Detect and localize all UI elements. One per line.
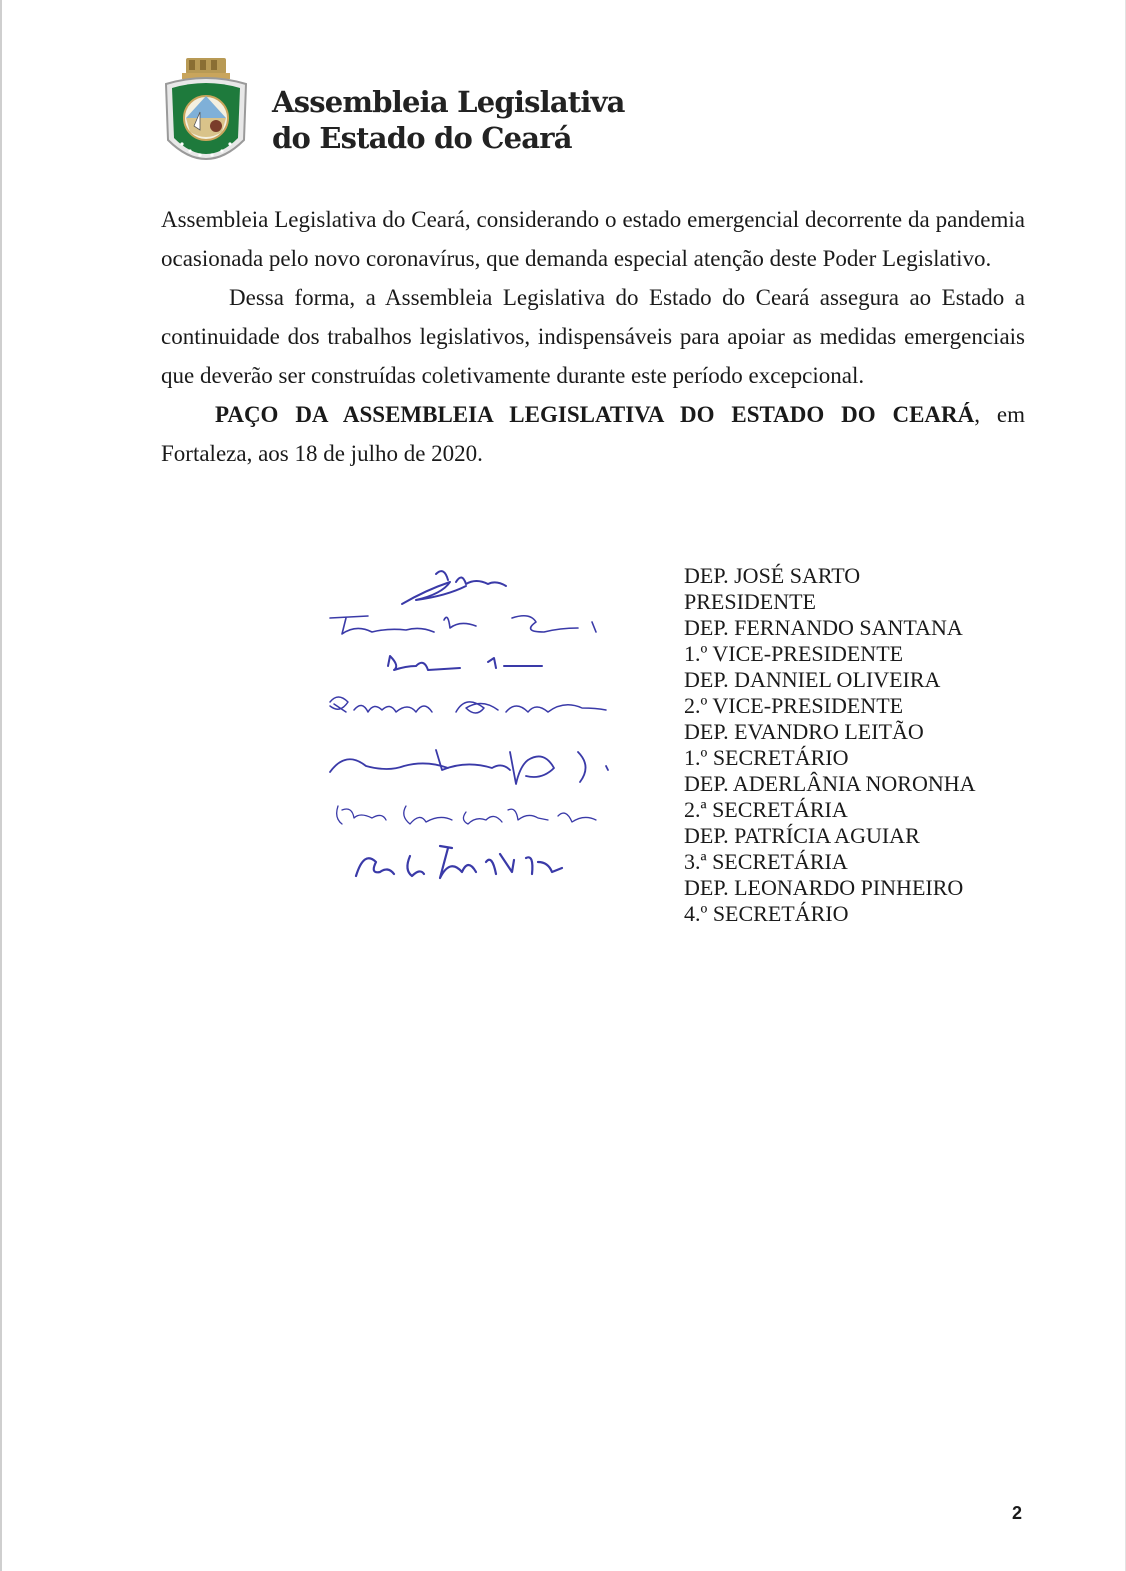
board-roster bbox=[684, 563, 1104, 927]
roster-role: 1.º SECRETÁRIO bbox=[684, 745, 849, 770]
signature-fernando-santana bbox=[330, 616, 596, 634]
roster-role: 2.º VICE-PRESIDENTE bbox=[684, 693, 904, 718]
roster-name: DEP. FERNANDO SANTANA bbox=[684, 615, 963, 640]
roster-role: 2.ª SECRETÁRIA bbox=[684, 797, 848, 822]
roster-name: DEP. EVANDRO LEITÃO bbox=[684, 719, 924, 744]
roster-name: DEP. DANNIEL OLIVEIRA bbox=[684, 667, 941, 692]
closing-place-date: , em Fortaleza, aos 18 de julho de 2020. bbox=[161, 402, 1025, 466]
roster-name: DEP. PATRÍCIA AGUIAR bbox=[684, 823, 920, 848]
roster-role: 4.º SECRETÁRIO bbox=[684, 901, 849, 926]
roster-role: PRESIDENTE bbox=[684, 589, 816, 614]
closing-place-heading: PAÇO DA ASSEMBLEIA LEGISLATIVA DO ESTADO DO CEARÁ bbox=[215, 402, 975, 427]
signature-patricia-aguiar bbox=[337, 806, 596, 824]
ceara-coat-of-arms-icon bbox=[160, 56, 252, 180]
roster-role: 3.ª SECRETÁRIA bbox=[684, 849, 848, 874]
signature-danniel-oliveira bbox=[388, 656, 542, 670]
page-edge-left bbox=[0, 0, 2, 1571]
signatures-area bbox=[316, 562, 636, 892]
roster-role: 1.º VICE-PRESIDENTE bbox=[684, 641, 904, 666]
institution-name bbox=[272, 84, 625, 156]
letterhead bbox=[160, 56, 625, 180]
signature-jose-sarto bbox=[402, 571, 506, 604]
paragraph-continuity: Dessa forma, a Assembleia Legislativa do Estado do Ceará assegura ao Estado a continuidade dos trabalhos legislativos, indispensáveis para apoiar as medidas emergenciais que deverão ser construídas coletivamente durante este período excepcional. bbox=[161, 285, 1025, 388]
paragraph-intro: Assembleia Legislativa do Ceará, considerando o estado emergencial decorrente da pandemia ocasionada pelo novo coronavírus, que demanda especial atenção deste Poder Legislativo. bbox=[161, 207, 1025, 271]
roster-name: DEP. ADERLÂNIA NORONHA bbox=[684, 771, 976, 796]
signature-evandro-leitao bbox=[330, 697, 606, 713]
page-number: 2 bbox=[1012, 1503, 1023, 1523]
document-body bbox=[161, 200, 1025, 473]
institution-name-line2: do Estado do Ceará bbox=[272, 121, 572, 155]
roster-name: DEP. LEONARDO PINHEIRO bbox=[684, 875, 964, 900]
institution-name-line1: Assembleia Legislativa bbox=[272, 85, 625, 119]
signature-leonardo-pinheiro bbox=[356, 846, 562, 878]
signature-aderlania-noronha bbox=[330, 750, 608, 784]
paragraph-closing bbox=[161, 395, 1025, 473]
roster-name: DEP. JOSÉ SARTO bbox=[684, 563, 861, 588]
